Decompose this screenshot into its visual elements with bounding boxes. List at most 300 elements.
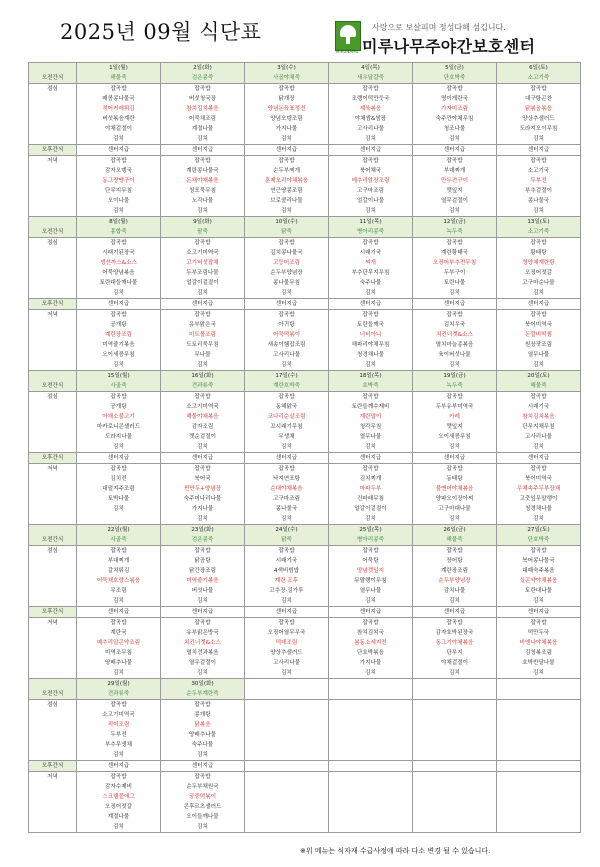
dinner-cell — [329, 156, 413, 217]
dinner-cell — [161, 156, 245, 217]
lunch-row — [29, 392, 581, 453]
snack-pm-item: 센터지급 — [413, 299, 497, 310]
dinner-item: 오이들깨나물 — [186, 814, 219, 820]
snack-pm-item: 센터지급 — [413, 453, 497, 464]
snack-pm-item: 센터지급 — [77, 761, 161, 772]
day-cell — [329, 371, 413, 392]
lunch-item: 닭개장 — [278, 96, 295, 102]
lunch-item: 계란 프후 — [274, 578, 299, 584]
lunch-item: 계란장조림 — [440, 568, 469, 574]
lunch-item: 단무지채무침 — [522, 424, 555, 430]
date-label: 15일(월) — [107, 373, 130, 379]
lunch-row — [29, 84, 581, 145]
lunch-item: 김치 — [197, 598, 208, 604]
lunch-item: 장어탕 — [446, 558, 463, 564]
dinner-item: 얼갈이겉절이 — [354, 506, 387, 512]
snack-am-item: 견과류죽 — [191, 383, 214, 389]
dinner-item: 깻잎지 — [446, 188, 463, 194]
lunch-cell — [497, 546, 581, 607]
snack-am-item: 병아리콩죽 — [356, 537, 385, 543]
dinner-item: 김치 — [449, 208, 460, 214]
dinner-item: 계란국 — [110, 630, 127, 636]
lunch-item: 고사리나물 — [524, 434, 553, 440]
lunch-item: 토란들깨수제비 — [351, 404, 390, 410]
dinner-item: 잡곡밥 — [194, 312, 211, 318]
dinner-item: 김치 — [281, 670, 292, 676]
dinner-item: 호박반달나물 — [522, 660, 555, 666]
empty-cell — [413, 679, 497, 700]
lunch-item: 감치나물 — [443, 588, 466, 594]
lunch-cell — [161, 700, 245, 761]
dinner-item: 동태탕 — [446, 476, 463, 482]
lunch-item: 적어커레튀김 — [102, 106, 135, 112]
lunch-item: 양념돈육표정전 — [267, 106, 306, 112]
snack-pm-item: 센터지급 — [77, 299, 161, 310]
snack-pm-row — [29, 299, 581, 310]
snack-pm-item: 센터지급 — [77, 607, 161, 618]
dinner-item: 김치우국 — [443, 322, 466, 328]
snack-pm-item: 센터지급 — [497, 453, 581, 464]
lunch-item: 두부전 — [110, 732, 127, 738]
day-cell — [245, 525, 329, 546]
day-cell — [413, 525, 497, 546]
lunch-item: 계란황태국 — [440, 250, 469, 256]
center-slogan: 사랑으로 보살피며 정성다해 섬깁니다. — [372, 23, 506, 32]
lunch-item: 닭볶음 — [194, 722, 211, 728]
dinner-item: 잡곡밥 — [362, 466, 379, 472]
lunch-item: 김치콩나물국 — [270, 250, 303, 256]
dinner-item: 김치 — [533, 208, 544, 214]
lunch-item: 잡곡밥 — [278, 548, 295, 554]
lunch-cell — [77, 238, 161, 299]
day-cell — [329, 525, 413, 546]
date-label: 9일(화) — [193, 219, 212, 225]
lunch-item: 시래기된장국 — [102, 250, 135, 256]
dinner-item: 육이버섯나물 — [438, 352, 471, 358]
lunch-item: 잡곡밥 — [362, 86, 379, 92]
dinner-item: 토박나물 — [107, 496, 130, 502]
lunch-item: 김치 — [197, 444, 208, 450]
lunch-item: 어묵채호랑스볶음 — [96, 578, 141, 584]
dinner-cell — [497, 618, 581, 679]
row-label-snack-am: 오전간식 — [29, 217, 77, 238]
lunch-item: 잡곡밥 — [530, 394, 547, 400]
snack-pm-row — [29, 453, 581, 464]
lunch-item: 가지나물 — [275, 126, 298, 132]
dinner-item: 콘후르츠샐러드 — [183, 804, 222, 810]
lunch-item: 잡곡밥 — [194, 240, 211, 246]
lunch-item: 고구마순나물 — [522, 280, 555, 286]
lunch-item: 야채겉절이 — [104, 126, 133, 132]
row-label-dinner: 저녁 — [29, 464, 77, 525]
date-label: 22일(월) — [107, 527, 130, 533]
empty-cell — [245, 772, 329, 833]
snack-am-item: 검은콩죽 — [191, 75, 214, 81]
lunch-item: 김치 — [533, 444, 544, 450]
dinner-item: 김치 — [449, 362, 460, 368]
snack-am-item: 호박죽 — [362, 383, 379, 389]
date-label: 25일(목) — [359, 527, 382, 533]
dinner-item: 유부맑은국 — [188, 322, 217, 328]
lunch-item: 얼갈이겉절이 — [186, 280, 219, 286]
lunch-item: 소고기미역국 — [186, 250, 219, 256]
empty-cell — [497, 700, 581, 761]
dinner-item: 김치 — [113, 506, 124, 512]
tree-trunk-shape — [346, 36, 350, 44]
dinner-item: 김치 — [281, 516, 292, 522]
dinner-cell — [497, 310, 581, 371]
lunch-item: 아채소불고기 — [102, 414, 135, 420]
lunch-item: 양념오뎅조림 — [270, 116, 303, 122]
lunch-item: 콩나물무침 — [272, 280, 301, 286]
lunch-item: 열무나물 — [359, 588, 382, 594]
lunch-item: 무말랭이무침 — [354, 578, 387, 584]
row-label-snack-pm: 오후간식 — [29, 607, 77, 618]
dinner-item: 김치 — [365, 516, 376, 522]
lunch-item: 소고기미역국 — [186, 404, 219, 410]
date-label: 12일(금) — [443, 219, 466, 225]
lunch-cell — [413, 546, 497, 607]
snack-am-item: 해물죽 — [110, 75, 127, 81]
snack-am-item: 닭죽 — [281, 229, 292, 235]
snack-pm-item: 센터지급 — [329, 299, 413, 310]
lunch-row — [29, 546, 581, 607]
dinner-item: 부대찌개 — [443, 168, 466, 174]
row-label-snack-pm: 오후간식 — [29, 453, 77, 464]
snack-pm-item: 센터지급 — [161, 607, 245, 618]
snack-am-item: 계란호박죽 — [272, 383, 301, 389]
day-cell — [161, 217, 245, 238]
row-label-snack-am: 오전간식 — [29, 63, 77, 84]
dinner-item: 동그랑땡구이 — [102, 178, 135, 184]
day-cell — [161, 63, 245, 84]
lunch-item: 잡곡밥 — [446, 240, 463, 246]
date-label: 27일(토) — [527, 527, 550, 533]
lunch-item: 잡곡밥 — [110, 86, 127, 92]
dinner-item: 떡데조림 — [275, 640, 298, 646]
dinner-item: 돈깔비떡찜 — [524, 332, 553, 338]
lunch-item: 콩개탕 — [194, 712, 211, 718]
lunch-item: 고기버섯잡채 — [186, 260, 219, 266]
snack-am-item: 사골죽 — [110, 383, 127, 389]
lunch-item: 잡곡밥 — [278, 86, 295, 92]
dinner-item: 노각나물 — [191, 198, 214, 204]
lunch-item: 김치 — [197, 290, 208, 296]
dinner-item: 김치 — [281, 208, 292, 214]
dinner-item: 김치 — [197, 670, 208, 676]
lunch-item: 숙주나물 — [191, 742, 214, 748]
day-cell — [413, 217, 497, 238]
snack-pm-item: 센터지급 — [245, 299, 329, 310]
snack-am-item: 해물죽 — [446, 537, 463, 543]
lunch-cell — [329, 84, 413, 145]
lunch-item: 양배추나물 — [188, 732, 217, 738]
empty-cell — [497, 772, 581, 833]
dinner-item: 훈제오리야채볶음 — [264, 178, 309, 184]
dinner-item: 잡곡밥 — [110, 158, 127, 164]
dinner-item: 김치 — [449, 516, 460, 522]
dinner-item: 고사리나물 — [272, 352, 301, 358]
dinner-item: 김치 — [281, 362, 292, 368]
lunch-item: 김치 — [533, 598, 544, 604]
lunch-cell — [329, 546, 413, 607]
lunch-item: 김치 — [113, 598, 124, 604]
date-header-row — [29, 217, 581, 238]
dinner-item: 참치김치국 — [356, 630, 385, 636]
day-cell — [497, 525, 581, 546]
lunch-item: 닭볶음볶음 — [524, 106, 553, 112]
snack-am-item: 홍합죽 — [110, 229, 127, 235]
lunch-item: 닭간장조림 — [188, 568, 217, 574]
lunch-item: 오징어부추전무침 — [432, 260, 477, 266]
dinner-item: 두부전 — [530, 178, 547, 184]
day-cell — [77, 217, 161, 238]
lunch-item: 잡곡밥 — [362, 548, 379, 554]
lunch-item: 숙주나물 — [359, 280, 382, 286]
dinner-item: 잡곡밥 — [362, 312, 379, 318]
dinner-item: 열무겉절이 — [440, 198, 469, 204]
lunch-item: 해물야채볶음 — [186, 414, 219, 420]
dinner-item: 공개탕 — [110, 322, 127, 328]
dinner-item: 북어미역국 — [524, 476, 553, 482]
date-label: 10일(수) — [275, 219, 298, 225]
lunch-cell — [77, 546, 161, 607]
dinner-item: 김치 — [365, 208, 376, 214]
dinner-item: 잡곡밥 — [530, 158, 547, 164]
lunch-item: 어묵탕 — [362, 558, 379, 564]
dinner-cell — [77, 310, 161, 371]
lunch-item: 잡곡밥 — [110, 548, 127, 554]
dinner-item: 브로콜리나물 — [270, 198, 303, 204]
dinner-item: 잡곡밥 — [362, 620, 379, 626]
dinner-item: 무나물 — [194, 352, 211, 358]
dinner-item: 김치 — [113, 362, 124, 368]
snack-am-item: 사골죽 — [110, 537, 127, 543]
date-header-row — [29, 525, 581, 546]
dinner-cell — [77, 464, 161, 525]
dinner-cell — [245, 618, 329, 679]
dinner-item: 김치 — [197, 362, 208, 368]
dinner-item: 감자수제비 — [104, 784, 133, 790]
dinner-item: 오징어열무무국 — [267, 630, 306, 636]
lunch-item: 부대찌개 — [107, 558, 130, 564]
lunch-item: 잡곡밥 — [278, 240, 295, 246]
lunch-row — [29, 238, 581, 299]
dinner-item: 너비아니 — [359, 332, 382, 338]
lunch-item: 부추무생채 — [104, 742, 133, 748]
date-label: 6일(토) — [529, 65, 548, 71]
day-cell — [245, 63, 329, 84]
day-cell — [77, 371, 161, 392]
lunch-item: 김치 — [113, 290, 124, 296]
dinner-item: 고춧잎무말랭이 — [519, 496, 558, 502]
snack-am-item: 단호박죽 — [527, 537, 550, 543]
lunch-item: 가자미조림 — [440, 106, 469, 112]
snack-am-item: 소고기죽 — [527, 75, 550, 81]
dinner-item: 김치 — [533, 516, 544, 522]
snack-pm-row — [29, 607, 581, 618]
dinner-item: 잡곡밥 — [278, 620, 295, 626]
dinner-item: 콩나물국 — [275, 506, 298, 512]
row-label-lunch: 점심 — [29, 392, 77, 453]
lunch-item: 공개탕 — [110, 404, 127, 410]
dinner-item: 고구마조림 — [356, 188, 385, 194]
dinner-item: 궁중떡볶이 — [188, 794, 217, 800]
lunch-item: 청조나물 — [443, 126, 466, 132]
date-label: 24일(수) — [275, 527, 298, 533]
lunch-item: 황태탕 — [530, 250, 547, 256]
lunch-item: 깻순겉절이 — [188, 434, 217, 440]
dinner-item: 건파래무침 — [356, 496, 385, 502]
row-label-snack-pm: 오후간식 — [29, 761, 77, 772]
lunch-item: 매콤콩나물국 — [102, 96, 135, 102]
lunch-cell — [497, 238, 581, 299]
lunch-item: 코다리순살조림 — [267, 414, 306, 420]
dinner-item: 치킨너겟&소스 — [436, 332, 473, 338]
dinner-item: 단무지무침 — [104, 188, 133, 194]
snack-pm-row — [29, 145, 581, 156]
empty-cell — [329, 761, 413, 772]
snack-pm-item: 센터지급 — [413, 607, 497, 618]
dinner-item: 양배추나물 — [104, 660, 133, 666]
lunch-item: 순두부양념장 — [438, 578, 471, 584]
lunch-item: 토란나물 — [443, 280, 466, 286]
dinner-item: 만두전구이 — [440, 178, 469, 184]
lunch-item: 시래기국 — [527, 404, 550, 410]
lunch-item: 잡곡밥 — [362, 394, 379, 400]
snack-am-item: 소고기죽 — [527, 229, 550, 235]
lunch-item: 카레 — [449, 414, 460, 420]
date-label: 26일(금) — [443, 527, 466, 533]
dinner-item: 양파오이장아찌 — [435, 496, 474, 502]
dinner-cell — [329, 618, 413, 679]
dinner-item: 김치찌개 — [359, 476, 382, 482]
lunch-item: 적어조림 — [107, 722, 130, 728]
lunch-item: 버섯나물 — [191, 588, 214, 594]
empty-cell — [329, 679, 413, 700]
dinner-item: 오이나물 — [107, 198, 130, 204]
lunch-cell — [329, 238, 413, 299]
date-label: 23일(화) — [191, 527, 214, 533]
lunch-item: 잡곡밥 — [446, 548, 463, 554]
lunch-cell — [245, 238, 329, 299]
snack-pm-item: 센터지급 — [161, 761, 245, 772]
dinner-item: 잡곡밥 — [446, 158, 463, 164]
lunch-item: 잡곡밥 — [194, 548, 211, 554]
dinner-cell — [77, 772, 161, 833]
dinner-cell — [77, 618, 161, 679]
lunch-item: 잡곡밥 — [194, 394, 211, 400]
date-label: 20일(토) — [527, 373, 550, 379]
snack-pm-item: 센터지급 — [413, 145, 497, 156]
dinner-item: 잡곡밥 — [446, 312, 463, 318]
dinner-item: 콩나물국 — [527, 198, 550, 204]
date-label: 4일(목) — [361, 65, 380, 71]
dinner-item: 김치 — [365, 362, 376, 368]
date-label: 11일(목) — [359, 219, 382, 225]
dinner-item: 잡곡밥 — [446, 620, 463, 626]
dinner-item: 김치 — [113, 208, 124, 214]
row-label-lunch: 점심 — [29, 700, 77, 761]
dinner-item: 열무나물 — [527, 352, 550, 358]
dinner-item: 잡곡밥 — [530, 312, 547, 318]
lunch-item: 두부유부미역국 — [435, 404, 474, 410]
lunch-item: 두부구이 — [443, 270, 466, 276]
empty-cell — [245, 700, 329, 761]
dinner-item: 우채속주두부장채 — [516, 486, 561, 492]
dinner-item: 야채겉절이 — [440, 660, 469, 666]
dinner-row — [29, 772, 581, 833]
lunch-item: 마카로니콘샐러드 — [96, 424, 141, 430]
dinner-item: 봄동소세지전 — [354, 640, 387, 646]
snack-pm-item: 센터지급 — [329, 145, 413, 156]
dinner-cell — [245, 310, 329, 371]
lunch-item: 잡곡밥 — [530, 240, 547, 246]
dinner-item: 김치전 — [110, 476, 127, 482]
dinner-item: 김치 — [113, 670, 124, 676]
dinner-item: 연근땅콩조림 — [270, 188, 303, 194]
row-label-snack-am: 오전간식 — [29, 371, 77, 392]
lunch-item: 김치 — [281, 136, 292, 142]
dinner-item: 북어채국 — [359, 168, 382, 174]
dinner-cell — [413, 464, 497, 525]
empty-cell — [329, 772, 413, 833]
day-cell — [413, 371, 497, 392]
lunch-item: 김치 — [365, 598, 376, 604]
dinner-item: 돈채야채볶음 — [186, 178, 219, 184]
day-cell — [497, 217, 581, 238]
dinner-item: 메추리알곤약조림 — [96, 640, 141, 646]
date-label: 1일(월) — [109, 65, 128, 71]
dinner-item: 순두부찌개 — [272, 168, 301, 174]
lunch-item: 잡곡밥 — [446, 86, 463, 92]
lunch-item: 미역줄기볶음 — [186, 578, 219, 584]
lunch-item: 생선까스&소스 — [100, 260, 137, 266]
dinner-item: 미트볼조림 — [188, 332, 217, 338]
dinner-item: 스크램블에그 — [102, 794, 135, 800]
dinner-item: 계란콩나물국 — [186, 168, 219, 174]
dinner-item: 해파리야채무침 — [351, 342, 390, 348]
row-label-dinner: 저녁 — [29, 310, 77, 371]
row-label-dinner: 저녁 — [29, 618, 77, 679]
lunch-cell — [77, 84, 161, 145]
lunch-item: 김치 — [197, 136, 208, 142]
date-label: 5일(금) — [445, 65, 464, 71]
dinner-item: 북어국 — [194, 476, 211, 482]
lunch-cell — [245, 546, 329, 607]
lunch-item: 열무나물 — [359, 434, 382, 440]
lunch-item: 참치김치볶음 — [522, 414, 555, 420]
date-label: 17일(수) — [275, 373, 298, 379]
lunch-item: 잡곡밥 — [194, 86, 211, 92]
lunch-item: 갈치튀김 — [107, 568, 130, 574]
dinner-item: 메추리알장조림 — [351, 178, 390, 184]
dinner-item: 잡곡밥 — [278, 312, 295, 318]
empty-cell — [413, 761, 497, 772]
lunch-item: 토란대나물 — [524, 588, 553, 594]
lunch-item: 오이새콤무침 — [438, 434, 471, 440]
dinner-item: 순대야채볶음 — [270, 486, 303, 492]
lunch-item: 김치 — [449, 444, 460, 450]
dinner-item: 숙주미나리나물 — [183, 496, 222, 502]
lunch-item: 청각무침 — [359, 424, 382, 430]
lunch-item: 김치 — [365, 136, 376, 142]
dinner-item: 부추겉절이 — [524, 188, 553, 194]
lunch-item: 김치 — [197, 752, 208, 758]
lunch-cell — [413, 238, 497, 299]
dinner-item: 잡곡밥 — [110, 312, 127, 318]
lunch-item: 시래기국 — [359, 250, 382, 256]
